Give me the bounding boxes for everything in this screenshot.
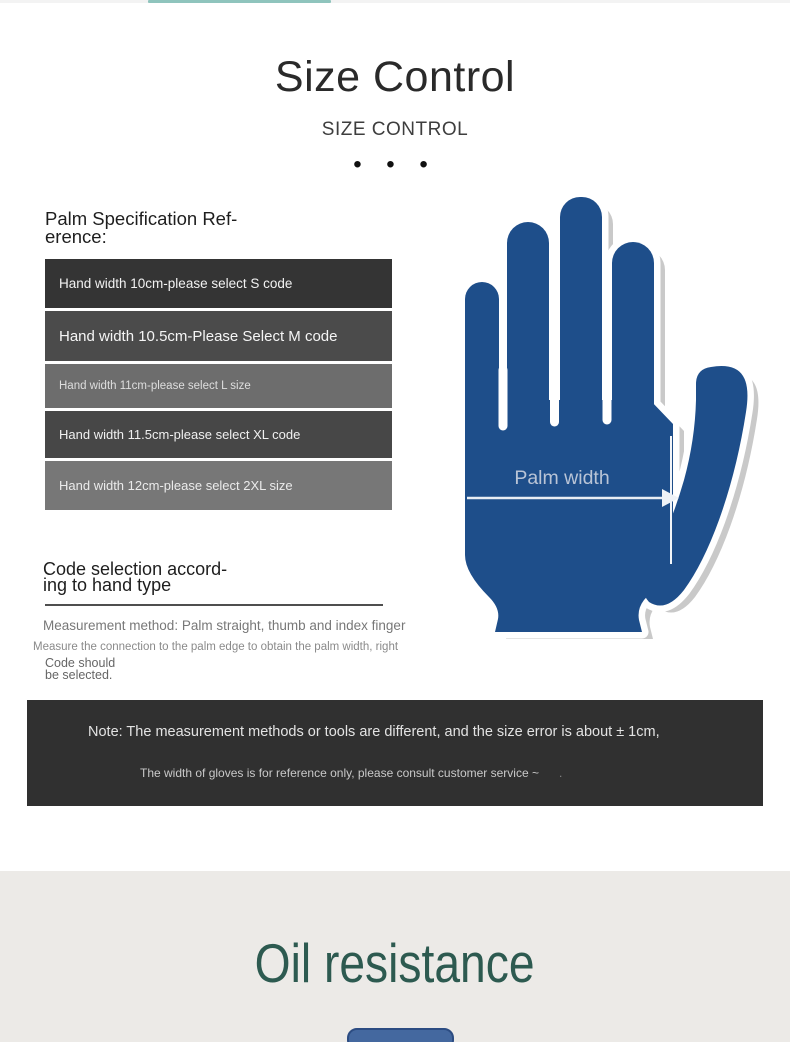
- note-line-2-suffix: .: [558, 766, 563, 780]
- palm-spec-heading: [45, 210, 237, 246]
- code-selection-heading-line: Code selection accord-: [43, 559, 228, 579]
- note-banner: [27, 700, 763, 806]
- size-row-label: Hand width 10.5cm-Please Select M code: [59, 327, 338, 345]
- palm-spec-heading-line: erence:: [45, 226, 107, 247]
- subtitle: SIZE CONTROL: [321, 119, 469, 140]
- oil-title: [0, 931, 790, 995]
- size-row-label: Hand width 11cm-please select L size: [59, 380, 251, 392]
- size-row-label: Hand width 12cm-please select 2XL size: [59, 478, 293, 493]
- top-accent-bar: [148, 0, 331, 3]
- oil-section: [0, 871, 790, 1042]
- size-row-label: Hand width 11.5cm-please select XL code: [59, 427, 301, 442]
- palm-width-label: Palm width: [514, 467, 610, 489]
- hand-illustration: [440, 170, 790, 650]
- measurement-line-3b: be selected.: [45, 667, 113, 682]
- note-line-2: [140, 766, 562, 780]
- measurement-line-3: [45, 658, 115, 681]
- size-row: [45, 259, 392, 308]
- size-row: [45, 364, 392, 408]
- size-row: [45, 411, 392, 458]
- code-selection-heading: [43, 561, 227, 593]
- dots-separator: • • •: [353, 151, 437, 178]
- palm-spec-heading-line: Palm Specification Ref-: [45, 208, 238, 229]
- oil-title-text: Oil resistance: [255, 932, 535, 994]
- code-selection-heading-line: ing to hand type: [43, 575, 172, 595]
- top-strip: [0, 0, 790, 3]
- note-line-2-text: The width of gloves is for reference only, please consult customer service ~: [140, 766, 539, 780]
- size-row: [45, 461, 392, 510]
- measurement-line-1: Measurement method: Palm straight, thumb and index finger: [43, 618, 406, 633]
- heading-underline: [45, 604, 383, 606]
- note-line-1: Note: The measurement methods or tools are different, and the size error is about ± 1cm,: [88, 724, 660, 740]
- size-row-list: [45, 259, 392, 513]
- size-row: [45, 311, 392, 361]
- measurement-line-2: Measure the connection to the palm edge to obtain the palm width, right: [33, 641, 399, 653]
- main-title: Size Control: [274, 53, 516, 101]
- measurement-line-3a: Code should: [45, 656, 116, 670]
- size-row-label: Hand width 10cm-please select S code: [59, 276, 293, 291]
- oil-pill-divider: [347, 1028, 454, 1042]
